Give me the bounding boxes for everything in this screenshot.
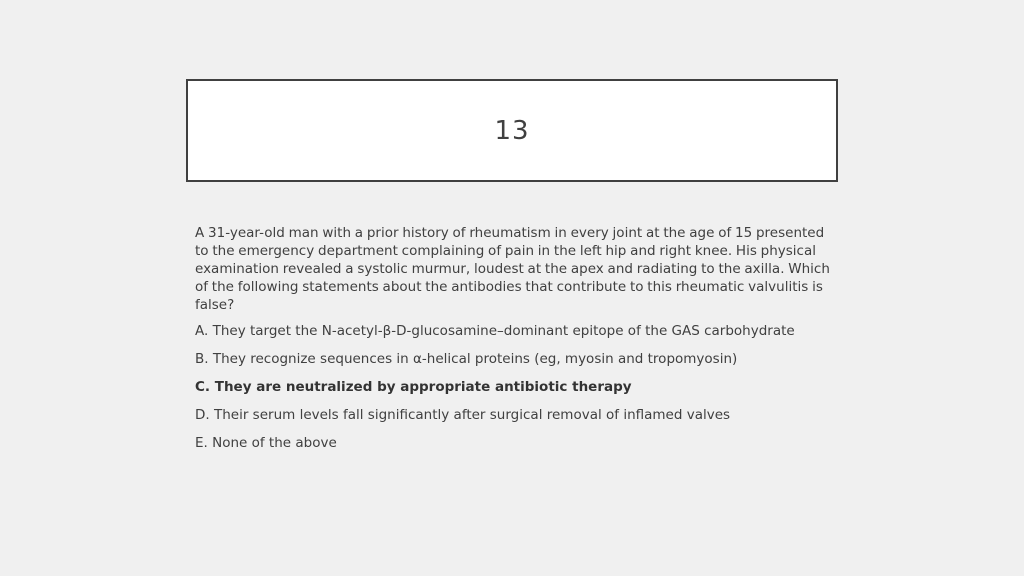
option-a: A. They target the N-acetyl-β-D-glucosamine–dominant epitope of the GAS carbohydrate: [195, 323, 795, 339]
question-text: A 31-year-old man with a prior history of rheumatism in every joint at the age of 15 presented to the emergency department complaining of pain in the left hip and right knee. His physical examination revealed a systolic murmur, loudest at the apex and radiating to the axilla. Which of the following statements about the antibodies that contribute to this rheumatic valvulitis is false?: [195, 225, 830, 313]
option-e: E. None of the above: [195, 435, 337, 451]
slide-content: [195, 224, 835, 462]
option-d: D. Their serum levels fall significantly after surgical removal of inflamed valves: [195, 407, 731, 423]
title-box: [186, 79, 838, 182]
option-b: B. They recognize sequences in α-helical proteins (eg, myosin and tropomyosin): [195, 351, 738, 367]
slide-title: 13: [494, 115, 530, 146]
option-c-answer: C. They are neutralized by appropriate antibiotic therapy: [195, 379, 632, 395]
